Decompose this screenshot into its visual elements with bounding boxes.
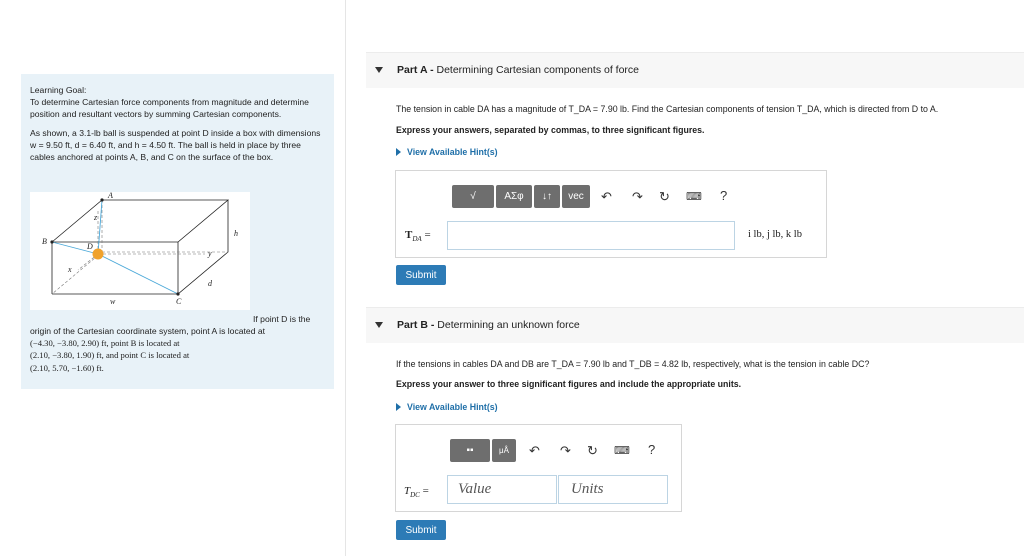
caption-right: If point D is the [253,314,311,324]
part-b-instruction: Express your answer to three significant figures and include the appropriate units. [396,379,742,389]
part-b-submit-button[interactable]: Submit [396,520,446,540]
column-divider [345,0,346,556]
part-a-submit-button[interactable]: Submit [396,265,446,285]
symbols-button[interactable]: ΑΣφ [496,185,532,208]
part-a-question: The tension in cable DA has a magnitude of T_DA = 7.90 lb. Find the Cartesian components of tension T_DA, which is directed from D to A. [396,104,939,114]
problem-statement: As shown, a 3.1-lb ball is suspended at point D inside a box with dimensions w = 9.50 ft, d = 6.40 ft, and h = 4.50 ft. The ball is held in place by three cables anchored at points A, B, and C on the surface of the box. [30,127,321,163]
undo-icon[interactable]: ↶ [529,443,540,458]
learning-goal-panel [21,74,334,389]
part-b-header[interactable] [366,307,1024,343]
help-icon[interactable]: ? [648,442,656,457]
reset-icon[interactable]: ↻ [659,189,670,204]
expand-triangle-icon [396,403,401,411]
label-C: C [176,297,182,306]
vector-button[interactable]: vec [562,185,590,208]
learning-goal-heading: Learning Goal: [30,85,87,95]
box-figure [30,192,250,310]
t-dc-label: $T_{DC}$ = [404,485,429,500]
caption-line: (2.10, −3.80, 1.90) ft, and point C is located at [30,350,190,361]
label-B: B [42,237,47,246]
learning-goal-text: To determine Cartesian force components from magnitude and determine position and resultant vectors by summing Cartesian components. [30,97,309,120]
undo-icon[interactable]: ↶ [601,189,612,204]
label-A: A [108,192,113,200]
ball-marker [93,249,104,260]
keyboard-icon[interactable]: ⌨ [614,445,630,457]
part-b-question: If the tensions in cables DA and DB are T_DA = 7.90 lb and T_DB = 4.82 lb, respectively, what is the tension in cable DC? [396,359,870,369]
units-input[interactable]: Units [558,475,668,504]
value-input[interactable]: Value [447,475,557,504]
collapse-caret-icon[interactable] [375,67,383,73]
templates-button[interactable]: √ [452,185,494,208]
label-h: h [234,229,238,238]
reset-icon[interactable]: ↻ [587,443,598,458]
t-da-input[interactable] [447,221,735,250]
units-button[interactable]: μÅ [492,439,516,462]
label-z: z [94,213,98,222]
part-a-hint-link[interactable]: View Available Hint(s) [396,147,498,157]
caption-line: (2.10, 5.70, −1.60) ft. [30,362,104,373]
label-w: w [110,297,116,306]
label-D: D [87,242,93,251]
t-da-label: $T_{DA}$ = [405,229,431,244]
label-y: y [208,249,212,258]
label-d: d [208,279,212,288]
part-a-header[interactable] [366,52,1024,88]
arrows-button[interactable]: ↓↑ [534,185,560,208]
caption-rest [30,325,330,374]
part-b-hint-link[interactable]: View Available Hint(s) [396,402,498,412]
collapse-caret-icon[interactable] [375,322,383,328]
help-icon[interactable]: ? [720,188,728,203]
caption-line: origin of the Cartesian coordinate system, point A is located at [30,326,266,336]
redo-icon[interactable]: ↷ [560,443,571,458]
caption-line: (−4.30, −3.80, 2.90) ft, point B is located at [30,338,180,349]
part-a-units: i lb, j lb, k lb [748,229,802,240]
keyboard-icon[interactable]: ⌨ [686,191,702,203]
part-a-answer-box [395,170,827,258]
redo-icon[interactable]: ↷ [632,189,643,204]
label-x: x [68,265,72,274]
part-b-title: Part B - Determining an unknown force [397,319,580,331]
expand-triangle-icon [396,148,401,156]
templates-button[interactable]: ▪▪ [450,439,490,462]
part-a-title: Part A - Determining Cartesian components of force [397,64,639,76]
part-b-answer-box [395,424,682,512]
part-a-instruction: Express your answers, separated by commas, to three significant figures. [396,125,705,135]
